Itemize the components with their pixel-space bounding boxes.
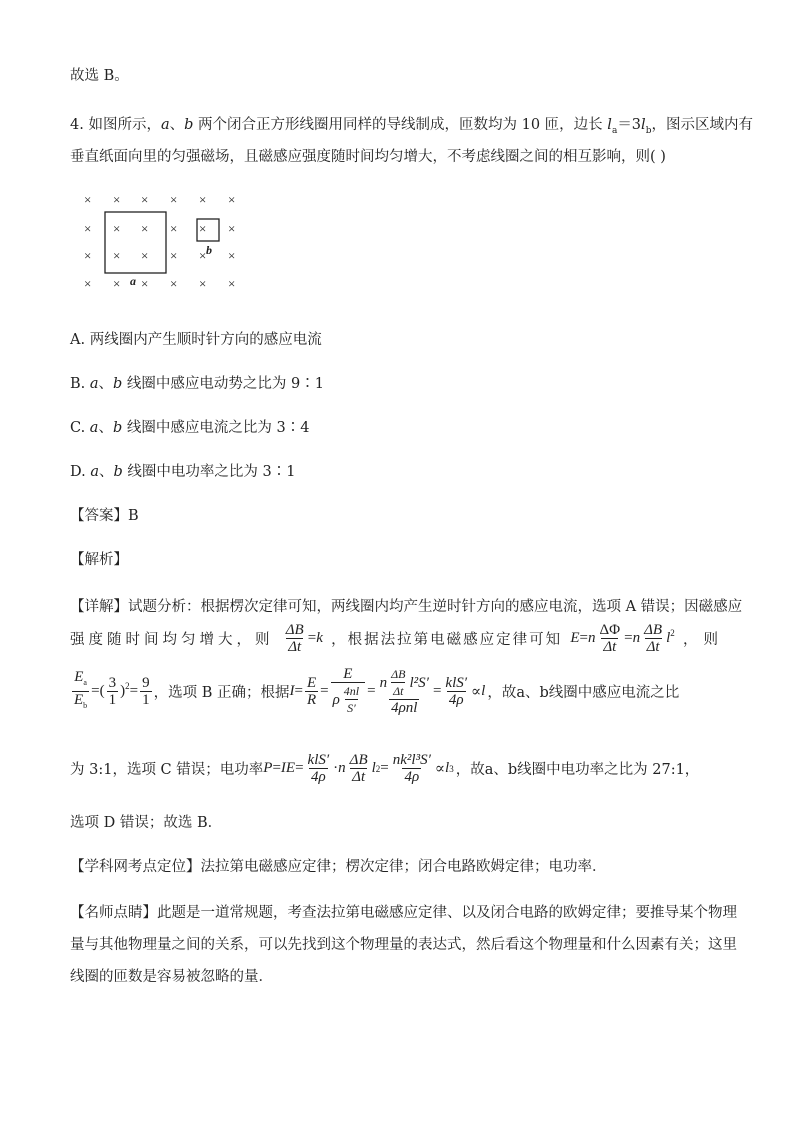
IE-symbol: IE — [280, 760, 296, 776]
cross: × — [141, 192, 149, 207]
analysis-tag: 【解析】 — [70, 552, 128, 568]
location-text: 法拉第电磁感应定律；楞次定律；闭合电路欧姆定律；电功率． — [200, 859, 607, 875]
cross: × — [199, 192, 207, 207]
den-1: 1 — [142, 691, 150, 708]
paren-close: ) — [120, 682, 126, 699]
num-4nl: 4nl — [343, 684, 360, 698]
den-1: 1 — [108, 691, 117, 708]
question-line-2: 垂直纸面向里的匀强磁场，且磁感应强度随时间均匀增大，不考虑线圈之间的相互影响，则( ) — [70, 149, 666, 165]
q-la: l — [607, 117, 612, 133]
formula-faraday — [570, 622, 674, 655]
option-d-sep: 、 — [98, 464, 114, 480]
num-dB: ΔB — [285, 622, 304, 638]
cross: × — [170, 221, 178, 236]
sq-exp: 2 — [125, 680, 130, 691]
cross: × — [228, 248, 236, 263]
option-b-b: b — [113, 376, 123, 392]
q-eq: ＝3 — [617, 117, 642, 133]
q-lb: l — [641, 117, 646, 133]
location-line — [70, 855, 607, 876]
option-c-a: a — [89, 420, 99, 436]
answer-value: B — [128, 508, 139, 524]
frac-dB-dt-4 — [348, 752, 370, 785]
eq-sign: = — [380, 760, 389, 776]
eq-sign: = — [320, 682, 329, 699]
den-dt: Δt — [352, 769, 366, 785]
prop-symbol: ∝ — [471, 683, 482, 700]
option-a-text: 两线圈内产生顺时针方向的感应电流 — [89, 332, 322, 348]
detail-text-4a: 为 3:1，选项 C 错误；电功率 — [70, 762, 264, 778]
option-d-a: a — [90, 464, 99, 480]
cross: × — [228, 192, 236, 207]
rho-symbol: ρ — [332, 691, 340, 708]
option-d — [70, 460, 295, 481]
formula-dB-dt-k — [282, 622, 323, 655]
label-a: a — [130, 274, 136, 288]
l-symbol: l — [445, 760, 450, 776]
cube-exp: 3 — [449, 763, 454, 774]
tips-line-3: 线圈的匝数是容易被忽略的量． — [70, 969, 273, 985]
paren-open: ( — [99, 682, 105, 699]
Eb: E — [74, 691, 84, 708]
cross: × — [141, 221, 149, 236]
detail-text-2b: ，根据法拉第电磁感应定律可知 — [331, 632, 563, 648]
tips-text-1: 此题是一道常规题，考查法拉第电磁感应定律、以及闭合电路的欧姆定律；要推导某个物理 — [157, 905, 737, 921]
eq-sign: = — [624, 629, 633, 646]
magnetic-field-figure — [78, 188, 248, 298]
eq-sign: = — [367, 682, 376, 699]
den-S: S′ — [347, 701, 356, 715]
num-dB: ΔB — [391, 667, 406, 681]
frac-dB-dt-2 — [642, 622, 664, 655]
Eb-sub: b — [83, 700, 88, 710]
frac-dB-dt — [284, 622, 306, 655]
detail-text-3b: ，故a、b线圈中感应电流之比 — [487, 684, 680, 701]
detail-text-3a: ，选项 B 正确；根据 — [153, 684, 290, 701]
cross: × — [84, 276, 92, 291]
dot-symbol: · — [333, 760, 339, 776]
den-R: R — [306, 691, 317, 708]
den-Eb — [72, 691, 89, 714]
cross: × — [199, 248, 207, 263]
frac-dphi-dt — [598, 622, 623, 655]
E-symbol: E — [570, 629, 580, 646]
num-3: 3 — [108, 674, 117, 691]
frac-E-R — [305, 675, 318, 708]
detail-line-1 — [70, 595, 742, 616]
num-E: E — [306, 674, 317, 691]
eq-sign: = — [294, 682, 303, 699]
option-c-sep: 、 — [98, 420, 113, 436]
frac-4nl-S — [342, 683, 361, 716]
option-b-a: a — [89, 376, 99, 392]
den-4rho: 4ρ — [311, 769, 326, 785]
option-d-b: b — [113, 464, 123, 480]
l-symbol: l — [371, 760, 376, 776]
cross: × — [113, 248, 121, 263]
eq-sign: = — [295, 760, 304, 776]
location-tag: 【学科网考点定位】 — [70, 859, 201, 875]
q-lb-sub: b — [645, 125, 652, 136]
question-number: 4. — [70, 117, 84, 133]
prop-symbol: ∝ — [434, 761, 446, 777]
cross: × — [170, 192, 178, 207]
k-symbol: k — [316, 629, 323, 646]
l2S-term: l²S′ — [409, 674, 429, 691]
num-dB: ΔB — [349, 752, 368, 768]
option-b-sep: 、 — [98, 376, 114, 392]
option-c — [70, 416, 309, 437]
answer-tag: 【答案】 — [70, 508, 128, 524]
frac-nk2l3S — [391, 752, 433, 785]
cross: × — [228, 276, 236, 291]
frac-klS-4rho-2 — [306, 752, 332, 785]
den-dt: Δt — [603, 639, 617, 655]
n-symbol: n — [338, 760, 346, 776]
q-a: a — [160, 117, 170, 133]
detail-text-4b: ，故a、b线圈中电功率之比为 27:1， — [455, 762, 700, 778]
detail-text-1: 试题分析：根据楞次定律可知，两线圈内均产生逆时针方向的感应电流，选项 A 错误；因磁感应 — [128, 599, 743, 615]
q-text-2: 两个闭合正方形线圈用同样的导线制成，匝数均为 10 匝，边长 — [193, 117, 608, 133]
frac-big — [378, 666, 431, 716]
option-d-label: D. — [70, 464, 86, 480]
den-4rho: 4ρ — [448, 691, 464, 708]
n-symbol: n — [632, 629, 641, 646]
option-b-label: B. — [70, 376, 86, 392]
cross: × — [113, 192, 121, 207]
q-text-3: ，图示区域内有 — [651, 117, 753, 133]
den-4rho: 4ρ — [404, 769, 420, 785]
tips-tag: 【名师点睛】 — [70, 905, 157, 921]
l-symbol: l — [481, 682, 486, 699]
den-resistance — [331, 682, 366, 716]
cross: × — [170, 276, 178, 291]
frac-dB-dt-3 — [389, 666, 407, 699]
den-dt: Δt — [393, 684, 404, 698]
option-a — [70, 328, 322, 349]
n-symbol: n — [379, 674, 388, 691]
tips-line-2: 量与其他物理量之间的关系，可以先找到这个物理量的表达式，然后看这个物理量和什么因素有关；这里 — [70, 937, 737, 953]
sq-exp: 2 — [375, 763, 381, 774]
eq-sign: = — [579, 629, 588, 646]
num-big — [378, 666, 431, 699]
cross: × — [113, 276, 121, 291]
eq-sign: = — [272, 760, 281, 776]
cross: × — [141, 276, 149, 291]
num-nk2l3S: nk²l³S′ — [392, 752, 431, 768]
option-b — [70, 372, 324, 393]
cross: × — [228, 221, 236, 236]
l-symbol: l — [666, 629, 671, 646]
cross: × — [84, 248, 92, 263]
num-9: 9 — [142, 674, 150, 691]
num-klS: klS′ — [445, 674, 468, 691]
frac-Ea-Eb — [72, 669, 89, 714]
Ea-sub: a — [83, 677, 87, 687]
num-klS: klS′ — [307, 752, 330, 768]
cross: × — [141, 248, 149, 263]
q-la-sub: a — [611, 125, 618, 136]
detail-line-5: 选项 D 错误；故选 B． — [70, 815, 223, 831]
eq-sign: = — [129, 682, 139, 699]
eq-sign: = — [307, 629, 317, 646]
cross: × — [84, 192, 92, 207]
cross: × — [199, 221, 207, 236]
formula-current — [289, 666, 485, 716]
cross: × — [199, 276, 207, 291]
detail-text-2c: ，则 — [682, 632, 724, 648]
frac-E-resistance — [331, 666, 366, 716]
option-b-text: 线圈中感应电动势之比为 9∶1 — [122, 376, 324, 392]
question-line-1 — [70, 113, 753, 136]
detail-line-2 — [70, 622, 724, 655]
q-b: b — [184, 117, 194, 133]
formula-ratio-E — [70, 669, 154, 714]
detail-line-3 — [70, 666, 724, 716]
den-4rhonl: 4ρnl — [391, 700, 418, 716]
detail-tag: 【详解】 — [70, 599, 128, 615]
den-dt: Δt — [646, 639, 660, 655]
cross: × — [84, 221, 92, 236]
num-dB: ΔB — [644, 622, 663, 638]
answer-line — [70, 504, 139, 525]
q-text-1: 如图所示， — [88, 117, 161, 133]
I-symbol: I — [289, 682, 295, 699]
sq-exp: 2 — [670, 627, 675, 638]
cross: × — [170, 248, 178, 263]
tips-line-1 — [70, 901, 737, 922]
prev-conclusion: 故选 B。 — [70, 68, 129, 84]
formula-power — [263, 752, 453, 785]
detail-text-2a: 强度随时间均匀增大，则 — [70, 632, 274, 648]
detail-line-4 — [70, 752, 724, 785]
q-sep: 、 — [169, 117, 185, 133]
option-c-text: 线圈中感应电流之比为 3∶4 — [122, 420, 310, 436]
num-dphi: ΔΦ — [599, 622, 621, 638]
option-a-label: A. — [70, 332, 86, 348]
P-symbol: P — [263, 760, 273, 776]
Ea: E — [74, 668, 84, 685]
label-b: b — [206, 243, 212, 257]
n-symbol: n — [588, 629, 596, 646]
eq-sign: = — [432, 682, 442, 699]
option-d-text: 线圈中电功率之比为 3∶1 — [122, 464, 296, 480]
frac-3-1 — [107, 675, 119, 708]
option-c-label: C. — [70, 420, 86, 436]
eq-sign: = — [91, 682, 100, 699]
num-E: E — [343, 666, 353, 682]
cross: × — [113, 221, 121, 236]
den-dt: Δt — [288, 639, 302, 655]
num-Ea — [72, 669, 89, 691]
frac-9-1 — [140, 675, 152, 708]
frac-klS-4rho — [443, 675, 469, 708]
option-c-b: b — [112, 420, 123, 436]
